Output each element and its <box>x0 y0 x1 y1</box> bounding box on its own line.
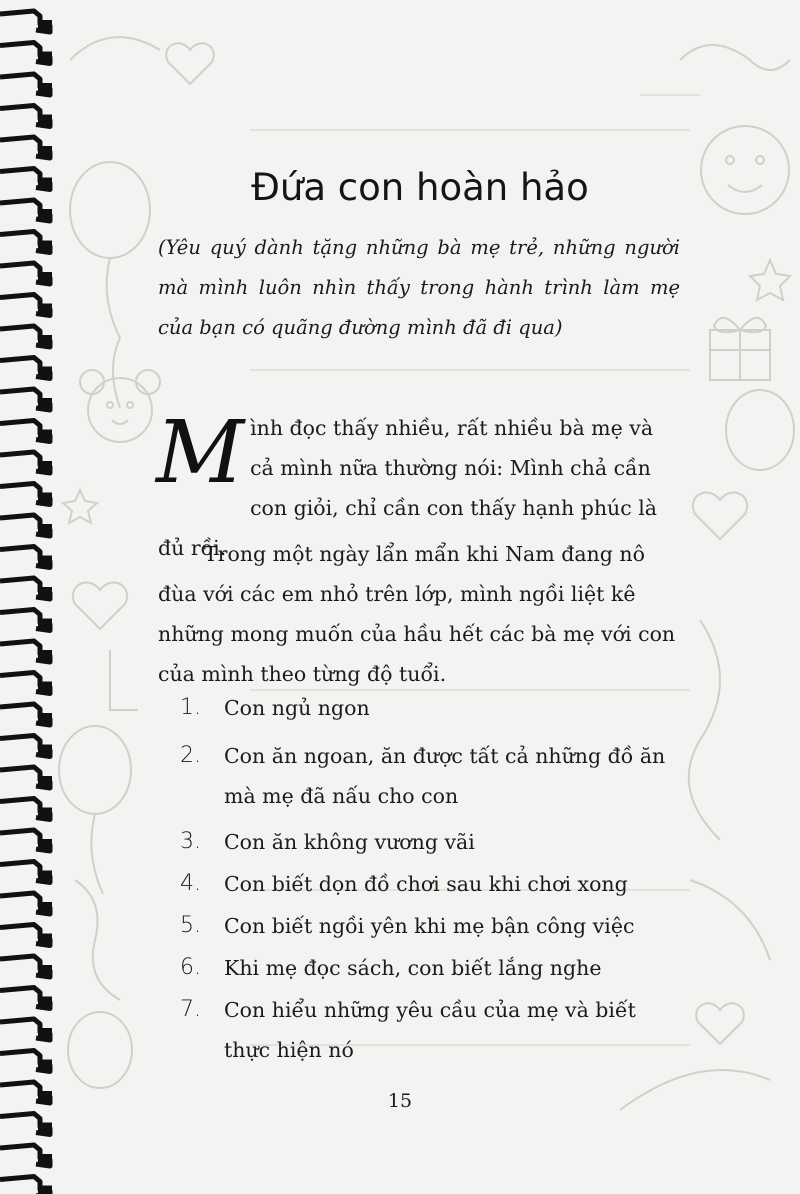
paragraph-2: Trong một ngày lẩn mẩn khi Nam đang nô đùa với các em nhỏ trên lớp, mình ngồi liệt kê những mong muốn của hầu hết các bà mẹ với con của mình theo từng độ tuổi. <box>158 542 676 686</box>
dedication-text: (Yêu quý dành tặng những bà mẹ trẻ, những người mà mình luôn nhìn thấy trong hành trình làm mẹ của bạn có quãng đường mình đã đi qua) <box>158 236 680 339</box>
list-item-number: 2. <box>180 743 201 768</box>
list-item-number: 4. <box>180 871 201 896</box>
list-item-text: Con ngủ ngon <box>224 696 370 720</box>
list-item-text: Con ăn ngoan, ăn được tất cả những đồ ăn mà mẹ đã nấu cho con <box>224 744 666 808</box>
list-item-number: 5. <box>180 913 201 938</box>
list-item <box>180 990 680 1070</box>
list-item-text: Khi mẹ đọc sách, con biết lắng nghe <box>224 956 602 980</box>
list-item <box>180 822 680 862</box>
list-item <box>180 948 680 988</box>
chapter-title: Đứa con hoàn hảo <box>251 166 589 209</box>
list-item <box>180 906 680 946</box>
list-item-text: Con hiểu những yêu cầu của mẹ và biết thực hiện nó <box>224 998 636 1062</box>
list-item-number: 3. <box>180 829 201 854</box>
page-number: 15 <box>387 1090 413 1112</box>
list-item <box>180 864 680 904</box>
list-item <box>180 736 680 816</box>
list-item-text: Con biết dọn đồ chơi sau khi chơi xong <box>224 872 628 896</box>
list-item <box>180 688 680 728</box>
list-item-number: 1. <box>180 695 201 720</box>
drop-cap: M <box>156 403 245 503</box>
list-item-text: Con ăn không vương vãi <box>224 830 475 854</box>
list-item-text: Con biết ngồi yên khi mẹ bận công việc <box>224 914 635 938</box>
paragraph-1-text: ình đọc thấy nhiều, rất nhiều bà mẹ và cả mình nữa thường nói: Mình chả cần con giỏi, chỉ cần con thấy hạnh phúc là đủ rồi. <box>158 416 658 560</box>
list-item-number: 6. <box>180 955 201 980</box>
wish-list <box>180 688 680 1070</box>
list-item-number: 7. <box>180 997 201 1022</box>
